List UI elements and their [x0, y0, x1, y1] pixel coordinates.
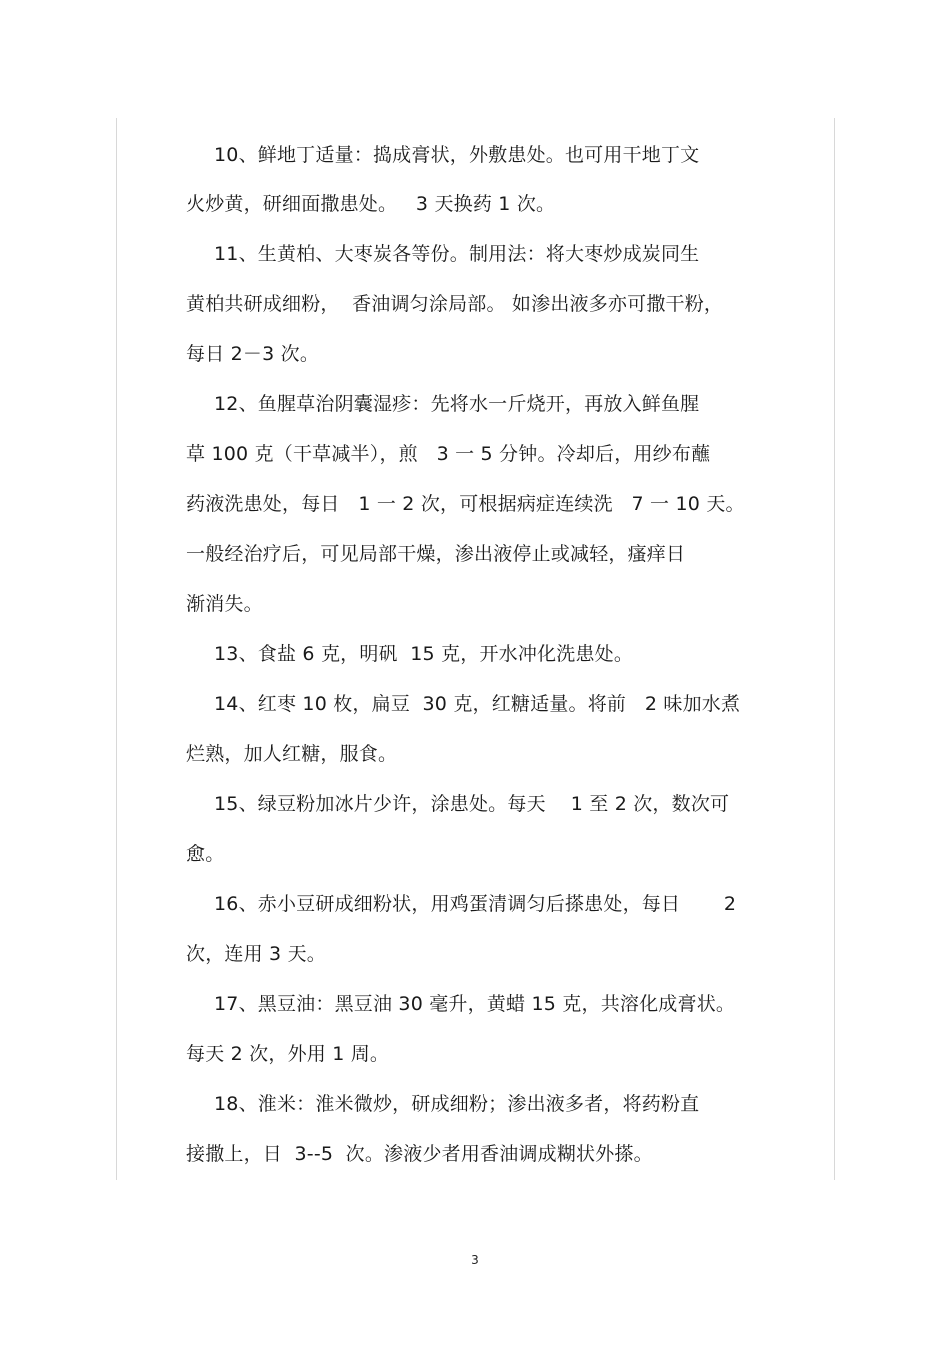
- text-line: 11、生黄柏、大枣炭各等份。制用法：将大枣炒成炭同生: [214, 243, 700, 265]
- text-line: 10、鲜地丁适量：捣成膏状，外敷患处。也可用干地丁文: [214, 144, 700, 166]
- text-line: 次，连用 3 天。: [186, 943, 326, 965]
- text-line: 15、绿豆粉加冰片少许，涂患处。每天 1 至 2 次，数次可: [214, 793, 730, 815]
- text-line: 烂熟，加人红糖，服食。: [186, 743, 398, 765]
- text-line: 18、淮米：淮米微炒，研成细粉；渗出液多者，将药粉直: [214, 1093, 700, 1115]
- page-number: 3: [471, 1253, 479, 1267]
- text-line: 黄柏共研成细粉， 香油调匀涂局部。 如渗出液多亦可撒干粉，: [186, 293, 724, 315]
- text-line: 17、黑豆油：黑豆油 30 毫升，黄蜡 15 克，共溶化成膏状。: [214, 993, 736, 1015]
- text-line: 16、赤小豆研成细粉状，用鸡蛋清调匀后搽患处，每日 2: [214, 893, 737, 915]
- text-line: 药液洗患处，每日 1 一 2 次，可根据病症连续洗 7 一 10 天。: [186, 493, 745, 515]
- text-line: 愈。: [186, 843, 225, 865]
- text-line: 13、食盐 6 克，明矾 15 克，开水冲化洗患处。: [214, 643, 634, 665]
- text-line: 接撒上，日 3--5 次。渗液少者用香油调成糊状外搽。: [186, 1143, 653, 1165]
- text-line: 12、鱼腥草治阴囊湿疹：先将水一斤烧开，再放入鲜鱼腥: [214, 393, 700, 415]
- text-line: 火炒黄，研细面撒患处。 3 天换药 1 次。: [186, 193, 556, 215]
- text-line: 14、红枣 10 枚，扁豆 30 克，红糖适量。将前 2 味加水煮: [214, 693, 741, 715]
- text-line: 一般经治疗后，可见局部干燥，渗出液停止或减轻，瘙痒日: [186, 543, 686, 565]
- text-line: 每日 2－3 次。: [186, 343, 320, 365]
- text-line: 每天 2 次，外用 1 周。: [186, 1043, 390, 1065]
- text-line: 草 100 克（干草减半），煎 3 一 5 分钟。冷却后，用纱布蘸: [186, 443, 711, 465]
- text-line: 渐消失。: [186, 593, 263, 615]
